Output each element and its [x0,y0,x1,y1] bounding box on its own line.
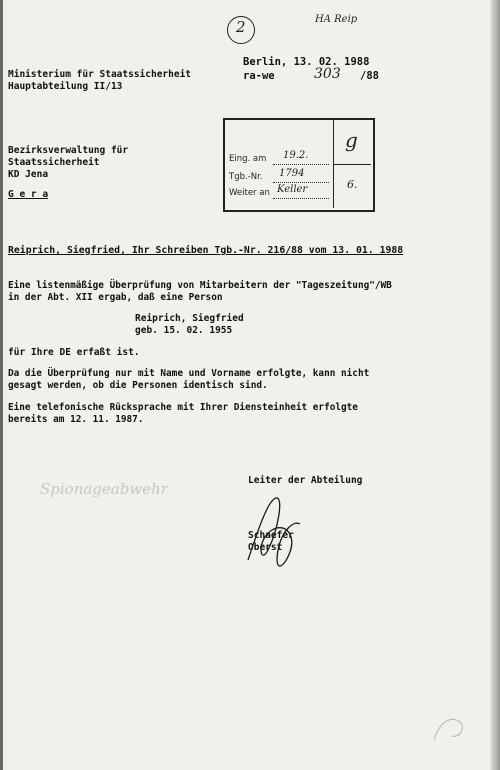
sender-line-2: Hauptabteilung II/13 [8,81,123,92]
receipt-stamp [223,118,375,212]
stamp-label-forward: Weiter an [229,188,270,198]
circled-number: 2 [236,18,246,36]
corner-pencil-mark [430,710,470,745]
date-line: Berlin, 13. 02. 1988 [243,56,370,68]
stamp-cell-bottom: 6. [347,178,358,191]
person-birthdate: geb. 15. 02. 1955 [135,325,233,336]
recipient-line-1: Bezirksverwaltung für [8,145,129,156]
stamp-label-received: Eing. am [229,154,267,164]
stamp-divider-horizontal [333,164,371,165]
margin-pencil-note: Spionageabwehr [40,480,168,498]
signatory-rank: Oberst [248,542,283,553]
stamp-dotted-line-2 [273,182,329,183]
body-paragraph-2: für Ihre DE erfaßt ist. [8,347,140,358]
signature-title: Leiter der Abteilung [248,475,363,486]
scan-edge-left [0,0,3,770]
top-right-annotation: HA Reip [315,14,358,25]
ref-number-handwritten: 303 [314,66,341,82]
person-name: Reiprich, Siegfried [135,313,244,324]
sender-line-1: Ministerium für Staatssicherheit [8,69,192,80]
stamp-cell-top: g [345,128,358,152]
stamp-dotted-line-3 [273,198,329,199]
ref-prefix: ra-we [243,70,275,82]
signatory-name: Schaefer [248,530,294,541]
handwritten-signature [238,490,308,580]
stamp-value-received: 19.2. [283,150,309,161]
scan-edge-right [490,0,500,770]
stamp-dotted-line-1 [273,164,329,165]
body-paragraph-1-line-2: in der Abt. XII ergab, daß eine Person [8,292,223,303]
stamp-label-journal: Tgb.-Nr. [229,172,263,182]
stamp-value-journal: 1794 [279,168,305,179]
subject-line: Reiprich, Siegfried, Ihr Schreiben Tgb.-Nr. 216/88 vom 13. 01. 1988 [8,245,404,256]
stamp-value-forward: Keller [277,184,308,195]
recipient-city: G e r a [8,189,49,200]
body-paragraph-4-line-1: Eine telefonische Rücksprache mit Ihrer Diensteinheit erfolgte [8,402,358,413]
recipient-line-2: Staatssicherheit [8,157,100,168]
body-paragraph-3-line-1: Da die Überprüfung nur mit Name und Vorname erfolgte, kann nicht [8,368,370,379]
body-paragraph-4-line-2: bereits am 12. 11. 1987. [8,414,144,425]
recipient-line-3: KD Jena [8,169,49,180]
body-paragraph-1-line-1: Eine listenmäßige Überprüfung von Mitarbeitern der "Tageszeitung"/WB [8,280,392,291]
body-paragraph-3-line-2: gesagt werden, ob die Personen identisch sind. [8,380,268,391]
ref-suffix: /88 [360,70,379,82]
